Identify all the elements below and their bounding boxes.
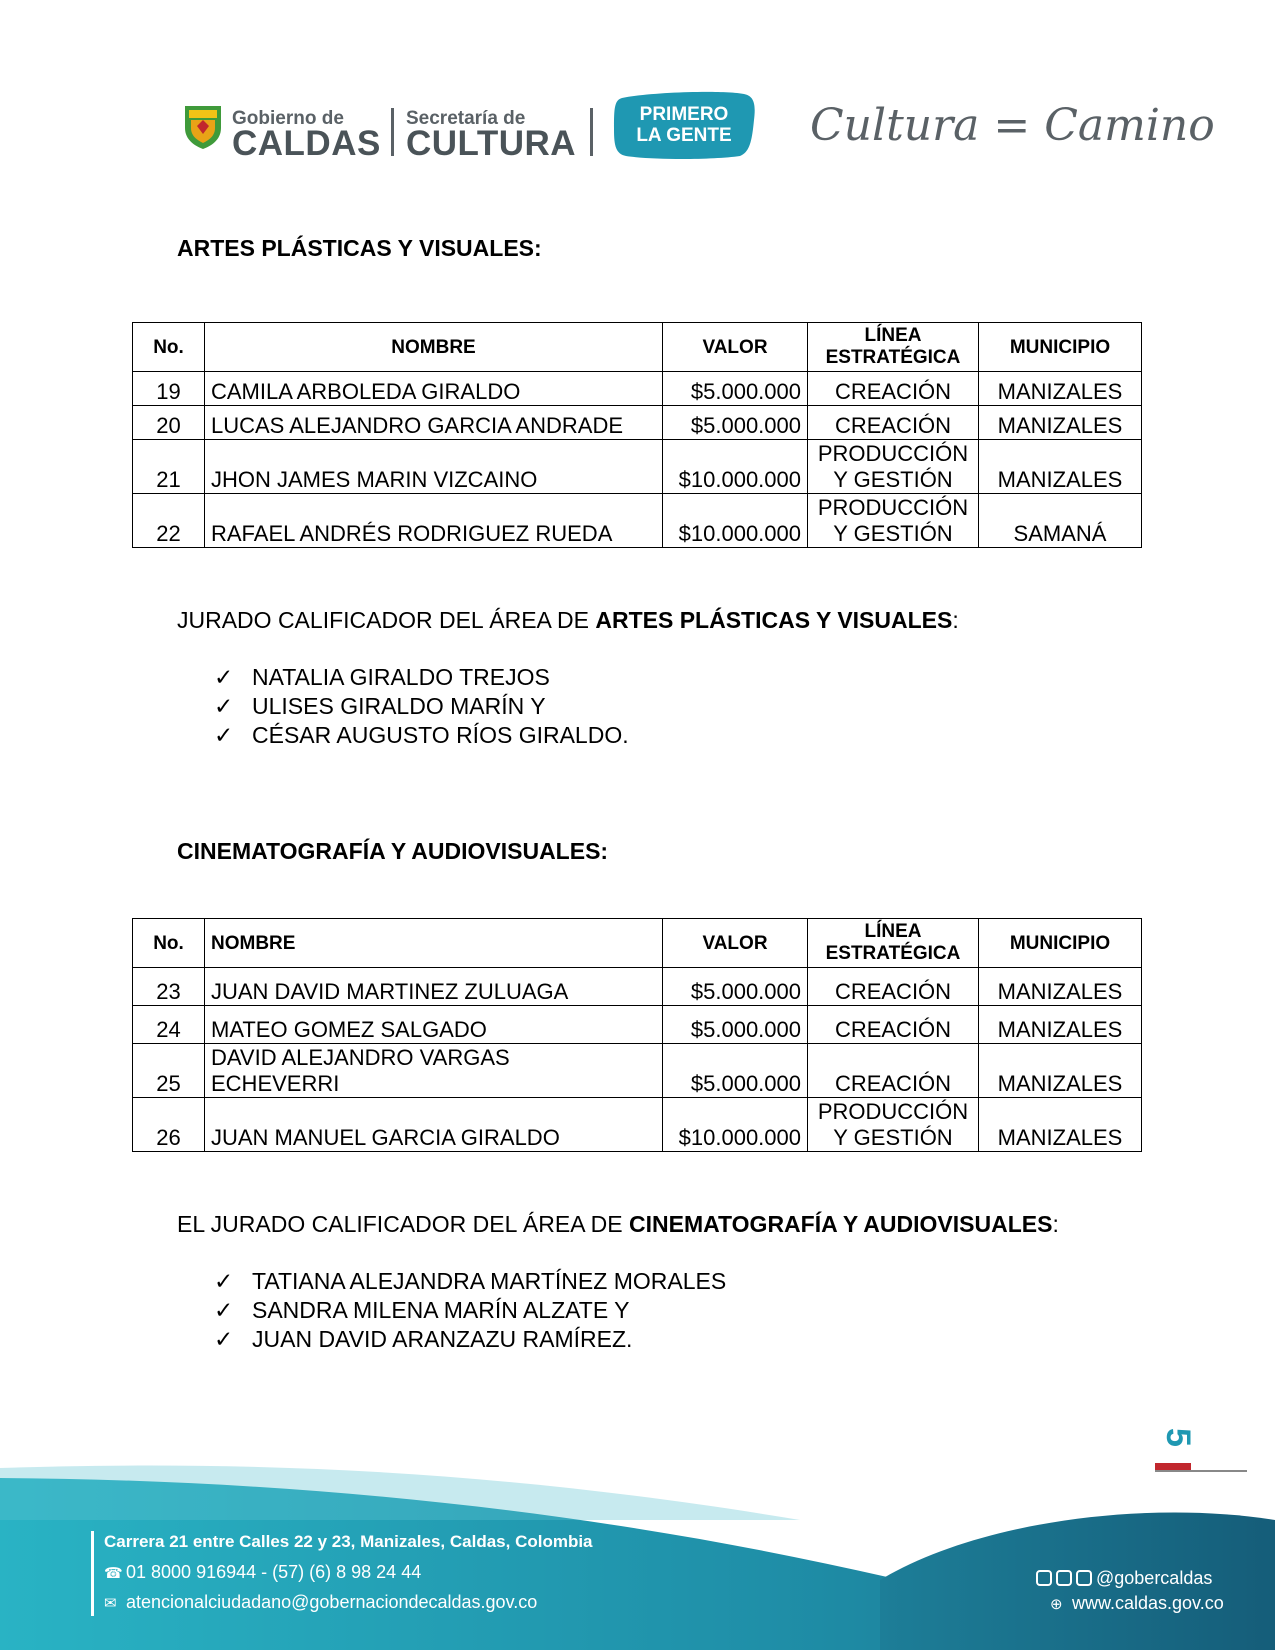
table-row <box>133 1098 1142 1152</box>
list-item: ✓ ULISES GIRALDO MARÍN Y <box>214 693 546 719</box>
footer-website[interactable]: ⊕ www.caldas.gov.co <box>1050 1593 1224 1613</box>
cell-nombre: JUAN MANUEL GARCIA GIRALDO <box>205 1098 663 1152</box>
gobierno-label: Gobierno de <box>232 108 344 129</box>
table-header-row <box>133 919 1142 968</box>
jury-list-artes <box>214 663 629 750</box>
footer-email[interactable]: ✉ atencionalciudadano@gobernaciondecaldas.gov.co <box>104 1592 538 1612</box>
twitter-icon <box>1076 1570 1092 1586</box>
header-divider <box>391 108 394 156</box>
list-item: ✓ SANDRA MILENA MARÍN ALZATE Y <box>214 1297 630 1323</box>
table-row <box>133 440 1142 494</box>
cell-municipio: MANIZALES <box>979 372 1142 406</box>
footer-phone: ☎ 01 8000 916944 - (57) (6) 8 98 24 44 <box>104 1562 422 1582</box>
cell-valor: $10.000.000 <box>663 440 808 494</box>
cell-no: 19 <box>133 372 205 406</box>
facebook-icon <box>1056 1570 1072 1586</box>
table-row <box>133 1006 1142 1044</box>
cell-linea: CREACIÓN <box>808 1006 979 1044</box>
header-divider <box>590 108 593 156</box>
header-no: No. <box>133 919 205 968</box>
caldas-shield-icon <box>183 104 223 150</box>
table-row <box>133 406 1142 440</box>
cell-nombre: DAVID ALEJANDRO VARGAS ECHEVERRI <box>205 1044 663 1098</box>
cell-linea: PRODUCCIÓN Y GESTIÓN <box>808 440 979 494</box>
table-row <box>133 968 1142 1006</box>
header-no: No. <box>133 323 205 372</box>
list-item: ✓ NATALIA GIRALDO TREJOS <box>214 664 550 690</box>
cell-valor: $5.000.000 <box>663 968 808 1006</box>
instagram-icon <box>1036 1570 1052 1586</box>
jury-intro-cine: EL JURADO CALIFICADOR DEL ÁREA DE CINEMATOGRAFÍA Y AUDIOVISUALES: <box>177 1211 1059 1237</box>
checkmark-icon: ✓ <box>214 1326 234 1352</box>
checkmark-icon: ✓ <box>214 722 234 748</box>
cell-valor: $5.000.000 <box>663 1044 808 1098</box>
secretaria-label: Secretaría de <box>406 108 526 129</box>
cell-valor: $10.000.000 <box>663 1098 808 1152</box>
jury-intro-artes: JURADO CALIFICADOR DEL ÁREA DE ARTES PLÁSTICAS Y VISUALES: <box>177 607 959 633</box>
cell-linea: CREACIÓN <box>808 1044 979 1098</box>
header-linea: LÍNEA ESTRATÉGICA <box>808 919 979 968</box>
footer-social[interactable]: @gobercaldas <box>1036 1568 1212 1589</box>
cell-valor: $10.000.000 <box>663 494 808 548</box>
cell-nombre: MATEO GOMEZ SALGADO <box>205 1006 663 1044</box>
footer-wave <box>0 1460 1275 1650</box>
cell-municipio: MANIZALES <box>979 406 1142 440</box>
page-header <box>180 90 1215 165</box>
cell-municipio: MANIZALES <box>979 1098 1142 1152</box>
caldas-label: CALDAS <box>232 124 381 163</box>
cell-linea: CREACIÓN <box>808 968 979 1006</box>
cell-linea: PRODUCCIÓN Y GESTIÓN <box>808 1098 979 1152</box>
table-row <box>133 372 1142 406</box>
checkmark-icon: ✓ <box>214 1268 234 1294</box>
cultura-label: CULTURA <box>406 124 577 163</box>
table-artes <box>132 322 1142 548</box>
cell-nombre: RAFAEL ANDRÉS RODRIGUEZ RUEDA <box>205 494 663 548</box>
list-item: ✓ JUAN DAVID ARANZAZU RAMÍREZ. <box>214 1326 633 1352</box>
page-number: 5 <box>1158 1428 1197 1447</box>
primero-la-gente-text: PRIMERO LA GENTE <box>636 104 732 146</box>
cell-no: 23 <box>133 968 205 1006</box>
cell-linea: PRODUCCIÓN Y GESTIÓN <box>808 494 979 548</box>
footer-address: Carrera 21 entre Calles 22 y 23, Manizales, Caldas, Colombia <box>104 1532 593 1551</box>
cell-no: 20 <box>133 406 205 440</box>
header-nombre: NOMBRE <box>205 919 663 968</box>
cell-municipio: MANIZALES <box>979 440 1142 494</box>
section-title-artes: ARTES PLÁSTICAS Y VISUALES: <box>177 235 542 261</box>
cell-no: 21 <box>133 440 205 494</box>
cell-no: 22 <box>133 494 205 548</box>
jury-list-cine <box>214 1267 726 1354</box>
cultura-camino-slogan: Cultura = Camino <box>810 100 1215 151</box>
cell-nombre: JHON JAMES MARIN VIZCAINO <box>205 440 663 494</box>
checkmark-icon: ✓ <box>214 1297 234 1323</box>
table-row <box>133 1044 1142 1098</box>
table-header-row <box>133 323 1142 372</box>
globe-icon: ⊕ <box>1050 1596 1063 1613</box>
cell-nombre: CAMILA ARBOLEDA GIRALDO <box>205 372 663 406</box>
list-item: ✓ CÉSAR AUGUSTO RÍOS GIRALDO. <box>214 722 629 748</box>
cell-municipio: MANIZALES <box>979 1044 1142 1098</box>
table-cine <box>132 918 1142 1152</box>
table-row <box>133 494 1142 548</box>
cell-municipio: SAMANÁ <box>979 494 1142 548</box>
cell-valor: $5.000.000 <box>663 406 808 440</box>
header-municipio: MUNICIPIO <box>979 919 1142 968</box>
cell-no: 26 <box>133 1098 205 1152</box>
cell-municipio: MANIZALES <box>979 1006 1142 1044</box>
cell-valor: $5.000.000 <box>663 1006 808 1044</box>
header-valor: VALOR <box>663 919 808 968</box>
cell-municipio: MANIZALES <box>979 968 1142 1006</box>
header-linea: LÍNEA ESTRATÉGICA <box>808 323 979 372</box>
mail-icon: ✉ <box>104 1595 117 1612</box>
phone-icon: ☎ <box>104 1565 123 1582</box>
cell-linea: CREACIÓN <box>808 372 979 406</box>
footer-divider <box>91 1531 94 1616</box>
header-municipio: MUNICIPIO <box>979 323 1142 372</box>
cell-no: 24 <box>133 1006 205 1044</box>
list-item: ✓ TATIANA ALEJANDRA MARTÍNEZ MORALES <box>214 1268 727 1294</box>
section-title-cine: CINEMATOGRAFÍA Y AUDIOVISUALES: <box>177 838 609 864</box>
cell-no: 25 <box>133 1044 205 1098</box>
checkmark-icon: ✓ <box>214 693 234 719</box>
header-nombre: NOMBRE <box>205 323 663 372</box>
cell-linea: CREACIÓN <box>808 406 979 440</box>
header-valor: VALOR <box>663 323 808 372</box>
checkmark-icon: ✓ <box>214 664 234 690</box>
cell-nombre: JUAN DAVID MARTINEZ ZULUAGA <box>205 968 663 1006</box>
cell-nombre: LUCAS ALEJANDRO GARCIA ANDRADE <box>205 406 663 440</box>
cell-valor: $5.000.000 <box>663 372 808 406</box>
